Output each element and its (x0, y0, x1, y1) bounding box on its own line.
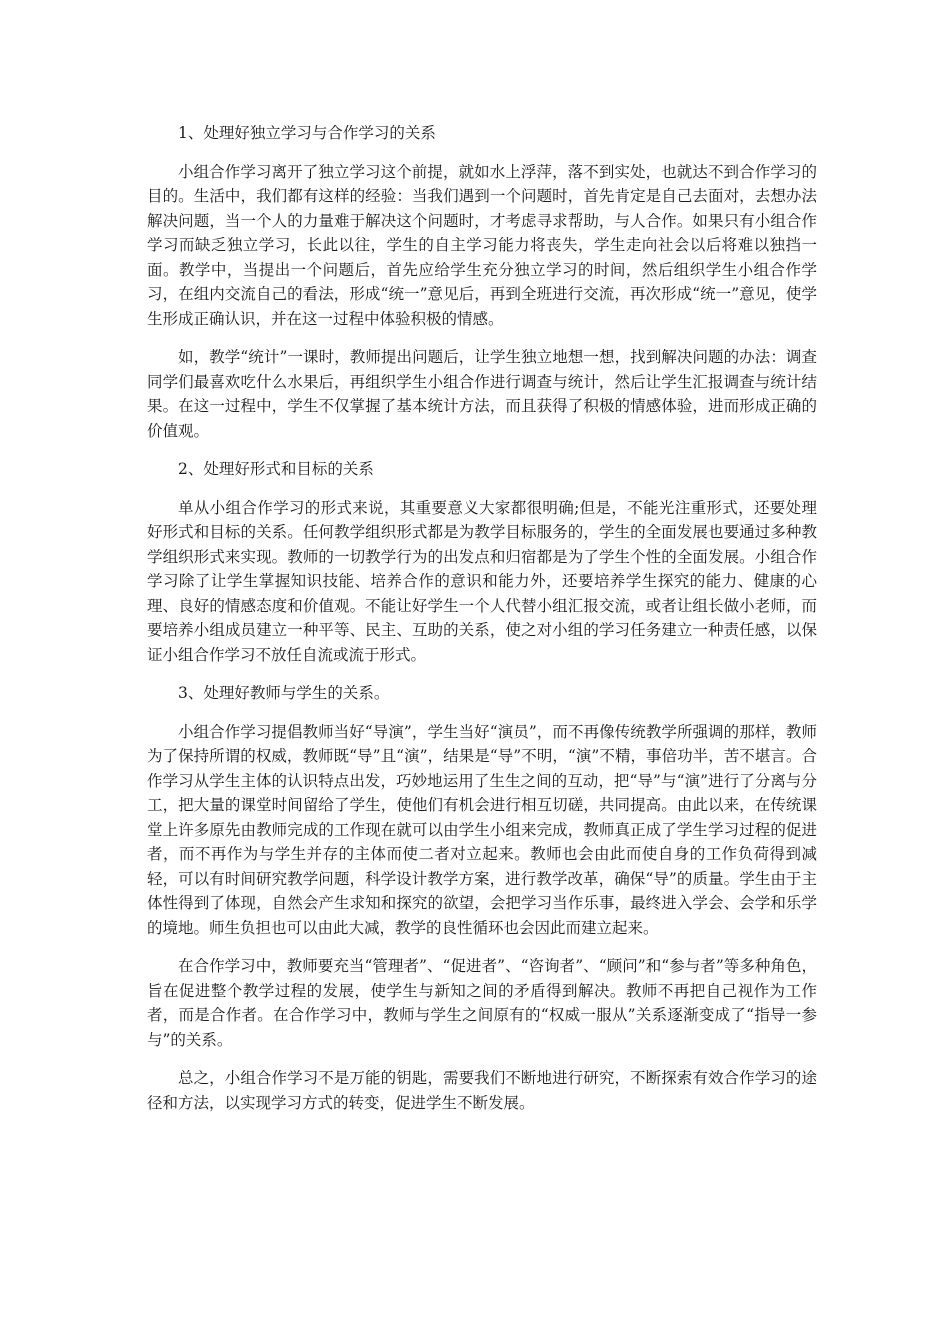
section-heading-1: 1、处理好独立学习与合作学习的关系 (178, 124, 436, 142)
paragraph: 小组合作学习离开了独立学习这个前提，就如水上浮萍，落不到实处，也就达不到合作学习的目的。生活中，我们都有这样的经验：当我们遇到一个问题时，首先肯定是自己去面对，去想办法解决问题，当一个人的力量难于解决这个问题时，才考虑寻求帮助，与人合作。如果只有小组合作学习而缺乏独立学习，长此以往，学生的自主学习能力将丧失，学生走向社会以后将难以独挡一面。教学中，当提出一个问题后，首先应给学生充分独立学习的时间，然后组织学生小组合作学习，在组内交流自己的看法，形成“统一”意见后，再到全班进行交流，再次形成“统一”意见，使学生形成正确认识，并在这一过程中体验积极的情感。 (147, 162, 817, 328)
section-heading-2: 2、处理好形式和目标的关系 (178, 460, 374, 478)
paragraph: 总之，小组合作学习不是万能的钥匙，需要我们不断地进行研究，不断探索有效合作学习的途径和方法，以实现学习方式的转变，促进学生不断发展。 (147, 1069, 817, 1112)
section-heading-3: 3、处理好教师与学生的关系。 (178, 684, 390, 702)
paragraph: 如，教学“统计”一课时，教师提出问题后，让学生独立地想一想，找到解决问题的办法：调查同学们最喜欢吃什么水果后，再组织学生小组合作进行调查与统计，然后让学生汇报调查与统计结果。在这一过程中，学生不仅掌握了基本统计方法，而且获得了积极的情感体验，进而形成正确的价值观。 (147, 348, 817, 440)
document-body (147, 121, 817, 1129)
paragraph: 单从小组合作学习的形式来说，其重要意义大家都很明确;但是，不能光注重形式，还要处理好形式和目标的关系。任何教学组织形式都是为教学目标服务的，学生的全面发展也要通过多种教学组织形式来实现。教师的一切教学行为的出发点和归宿都是为了学生个性的全面发展。小组合作学习除了让学生掌握知识技能、培养合作的意识和能力外，还要培养学生探究的能力、健康的心理、良好的情感态度和价值观。不能让好学生一个人代替小组汇报交流，或者让组长做小老师，而要培养小组成员建立一种平等、民主、互助的关系，使之对小组的学习任务建立一种责任感，以保证小组合作学习不放任自流或流于形式。 (147, 498, 817, 664)
paragraph: 小组合作学习提倡教师当好“导演”，学生当好“演员”，而不再像传统教学所强调的那样，教师为了保持所谓的权威，教师既“导”且“演”，结果是“导”不明，“演”不精，事倍功半，苦不堪言。合作学习从学生主体的认识特点出发，巧妙地运用了生生之间的互动，把“导”与“演”进行了分离与分工，把大量的课堂时间留给了学生，使他们有机会进行相互切磋，共同提高。由此以来，在传统课堂上许多原先由教师完成的工作现在就可以由学生小组来完成，教师真正成了学生学习过程的促进者，而不再作为与学生并存的主体而使二者对立起来。教师也会由此而使自身的工作负荷得到减轻，可以有时间研究教学问题，科学设计教学方案，进行教学改革，确保“导”的质量。学生由于主体性得到了体现，自然会产生求知和探究的欲望，会把学习当作乐事，最终进入学会、会学和乐学的境地。师生负担也可以由此大减，教学的良性循环也会因此而建立起来。 (147, 722, 817, 937)
paragraph: 在合作学习中，教师要充当“管理者”、“促进者”、“咨询者”、“顾问”和“参与者”等多种角色，旨在促进整个教学过程的发展，使学生与新知之间的矛盾得到解决。教师不再把自己视作为工作者，而是合作者。在合作学习中，教师与学生之间原有的“权威一服从”关系逐渐变成了“指导一参与”的关系。 (147, 957, 817, 1049)
